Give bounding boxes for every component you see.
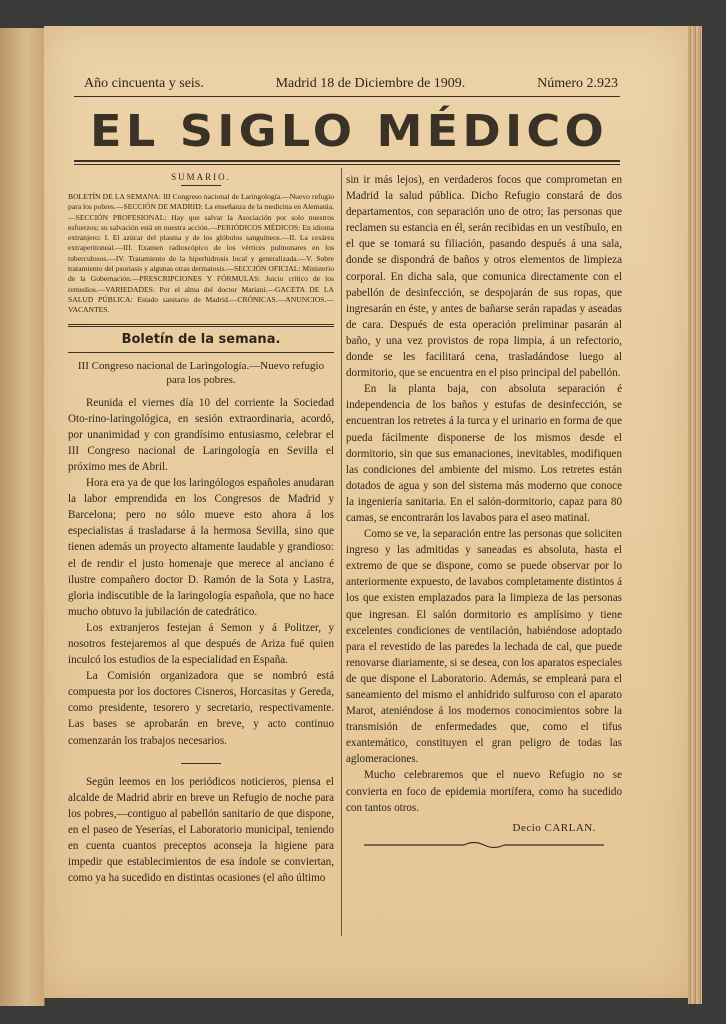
newspaper-title: EL SIGLO MÉDICO — [90, 106, 608, 157]
masthead-year: Año cincuenta y seis. — [84, 76, 204, 91]
masthead-info-line — [84, 76, 618, 92]
masthead-bottom-rule — [74, 160, 620, 162]
masthead-date: Madrid 18 de Diciembre de 1909. — [275, 76, 466, 91]
article-subhead: III Congreso nacional de Laringología.—Nuevo refugio para los pobres. — [77, 359, 325, 386]
ornament-divider-icon — [364, 840, 604, 850]
section-rule-top — [68, 324, 334, 325]
masthead-number: Número 2.923 — [537, 76, 618, 91]
section-title: Boletín de la semana. — [121, 331, 281, 347]
left-paragraph-5: Según leemos en los periódicos noticieros, piensa el alcalde de Madrid abrir en breve un Refugio de noche para los pobres,—contiguo al pabellón sanitario de que dispone, en el paseo de Yeserías, el Laboratorio municipal, teniendo en cuenta cuantos preceptos aconseja la higiene para impedir que establecimientos de esa índole se conviertan, como ya ha sucedido en distintas ocasiones (el año último — [68, 775, 334, 885]
section-rule-top-2 — [68, 326, 334, 327]
column-divider — [341, 168, 342, 936]
masthead-bottom-rule-thin — [74, 164, 620, 165]
right-paragraph-2: En la planta baja, con absoluta separación é independencia de los baños y estufas de desinfección, se encuentran los retretes á la turca y el urinario en forma de que pueda fácilmente disponerse de los mismos desde el dormitorio, sin que sus emanaciones, inevitables, modifiquen las condiciones del ambiente del mismo. Los retretes están dotados de agua y son del sistema más moderno que conoce la ingeniería sanitaria. En el salón-dormitorio, capaz para 80 camas, se encontrarán los lavabos para el aseo matinal. — [346, 383, 622, 524]
right-page-edge — [688, 26, 702, 1004]
left-paragraph-4: La Comisión organizadora que se nombró está compuesta por los doctores Cisneros, Horcasitas y Gereda, como presidente, tesorero y secretario, respectivamente. Las bases se aprobarán en breve, y acto continuo comenzarán los trabajos necesarios. — [68, 670, 334, 747]
separator-rule — [181, 763, 221, 764]
newspaper-page — [44, 26, 688, 998]
left-column — [68, 172, 334, 886]
left-page-edge — [0, 28, 45, 1006]
right-column — [346, 172, 622, 850]
masthead-top-rule — [74, 96, 620, 97]
left-paragraph-2: Hora era ya de que los laringólogos españoles anudaran la labor emprendida en los Congresos de Madrid y Barcelona; pero no sólo mueve esto ahora á los especialistas á trasladarse á la hermosa Sevilla, sino que tienen además un proyecto altamente laudable y grandioso: el de rendir el justo homenaje que merece al anciano é ilustre compañero doctor D. Ramón de la Sota y Lastra, gloria indiscutible de la laringología española, que no hace mucho obtuvo la jubilación de catedrático. — [68, 477, 334, 618]
right-paragraph-1: sin ir más lejos), en verdaderos focos que comprometan en Madrid la salud pública. Dicho Refugio constará de dos departamentos, con separación uno de otro; las personas que reclamen su estancia en él, serán recibidas en un vestíbulo, en el que se tomará su filiación, pasando después á una sala, donde se dispondrá de baños y otros elementos de limpieza corporal. En dicha sala, que comunica directamente con el pabellón de desinfección, se despojarán de sus ropas, que ingresarán en éste, y antes de bañarse serán rapadas y aseadas de cara. Después de esta operación preliminar pasarán al baño, y una vez provistos de ropa limpia, á un refectorio, donde se les facilitará cena, trasladándose luego al dormitorio, que se encuentra en el piso principal del pabellón. — [346, 174, 622, 380]
sumario-heading: SUMARIO. — [171, 172, 231, 182]
sumario-text: BOLETÍN DE LA SEMANA: III Congreso nacional de Laringología.—Nuevo refugio para los pobres.—SECCIÓN DE MADRID: La enseñanza de la medicina en Alemania.—SECCIÓN PROFESIONAL: Hay que salvar la Asociación por solo nuestros esfuerzos; su salvación está en nuestra acción.—PERIÓDICOS MÉDICOS: En idioma extranjero: I. El azúcar del plasma y de los glóbulos sanguíneos.—II. La cesárea extraperitoneal.—III. Examen radioscópico de los vértices pulmonares en los tuberculosos.—IV. Tratamiento de la hiperhidrosis local y generalizada.—V. Sobre tratamiento del psoriasis y algunas otras dermatosis.—SECCIÓN OFICIAL: Ministerio de la Gobernación.—PRESCRIPCIONES Y FÓRMULAS: Juicio crítico de los remedios.—VARIEDADES: Por el alma del doctor Mariani.—GACETA DE LA SALUD PÚBLICA: Estado sanitario de Madrid.—CRÓNICAS.—ANUNCIOS.—VACANTES. — [68, 192, 334, 315]
left-paragraph-3: Los extranjeros festejan á Semon y á Politzer, y nosotros festejaremos al que después de Ariza fué quien inculcó los estudios de la especialidad en España. — [68, 621, 334, 667]
article-signature: Decio CARLAN. — [512, 821, 596, 834]
right-paragraph-4: Mucho celebraremos que el nuevo Refugio no se convierta en foco de epidemia mortífera, como ha sucedido con tantos otros. — [346, 769, 622, 814]
right-paragraph-3: Como se ve, la separación entre las personas que soliciten ingreso y las admitidas y saneadas es absoluta, hasta el extremo de que se dispone, como se puede observar por lo anteriormente expuesto, de lavabos completamente distintos á los que existen emplazados para la limpieza de las personas que ingresan. El salón dormitorio es amplísimo y tiene excelentes condiciones de ventilación, habiéndose adoptado para el revestido de las paredes la lechada de cal, que puede renovarse diariamente, si se desea, con los aparatos especiales de que dispone el Laboratorio. Además, se empleará para el saneamiento del mismo el anhídrido sulfuroso con el aparato Marot, ateniéndose á los modernos conocimientos sobre la transmisión de enfermedades que, como el tifus exantemático, constituyen el gran peligro de todas las aglomeraciones. — [346, 528, 622, 766]
sumario-rule — [181, 185, 221, 186]
left-paragraph-1: Reunida el viernes día 10 del corriente la Sociedad Oto-rino-laringológica, en sesión extraordinaria, acordó, por unanimidad y con grandísimo entusiasmo, celebrar el III Congreso nacional de Laringología en Sevilla el próximo mes de Abril. — [68, 396, 334, 473]
section-rule-bottom — [68, 352, 334, 353]
